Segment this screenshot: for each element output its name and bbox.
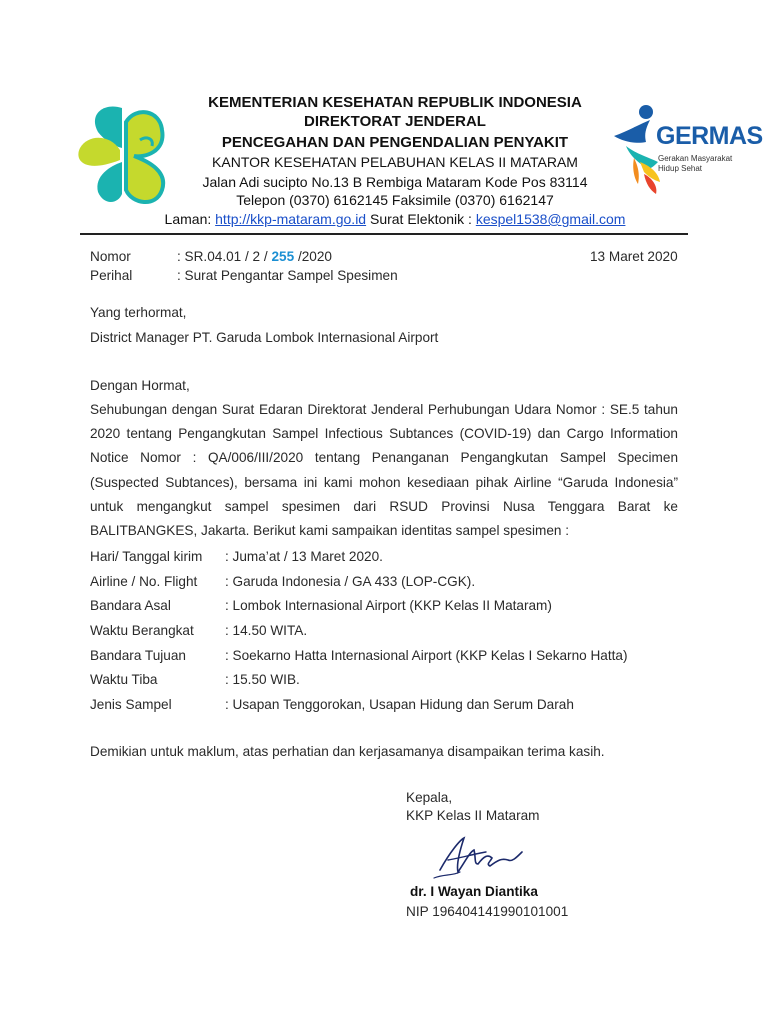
nomor-number: 255 [271, 249, 295, 264]
email-label: Surat Elektonik : [369, 211, 472, 227]
nomor-value [177, 249, 332, 264]
detail-row [90, 648, 628, 663]
detail-row [90, 697, 574, 712]
detail-label: Waktu Tiba [90, 672, 158, 687]
detail-value: : Juma’at / 13 Maret 2020. [225, 549, 383, 564]
detail-value: : Usapan Tenggorokan, Usapan Hidung dan Serum Darah [225, 697, 574, 712]
nomor-prefix: : SR.04.01 / 2 / [177, 249, 268, 264]
handwritten-signature [430, 830, 530, 886]
letterhead-address: Jalan Adi sucipto No.13 B Rembiga Mataram Kode Pos 83114 [202, 174, 588, 190]
nomor-suffix: /2020 [297, 249, 332, 264]
nomor-label: Nomor [90, 249, 131, 264]
detail-row [90, 672, 300, 687]
closing-sentence: Demikian untuk maklum, atas perhatian dan kerjasamanya disampaikan terima kasih. [90, 744, 605, 759]
detail-row [90, 549, 383, 564]
detail-value: : Soekarno Hatta Internasional Airport (KKP Kelas I Sekarno Hatta) [225, 648, 628, 663]
website-link[interactable]: http://kkp-mataram.go.id [215, 211, 367, 227]
greeting: Dengan Hormat, [90, 378, 190, 393]
detail-label: Hari/ Tanggal kirim [90, 549, 203, 564]
recipient-salutation: Yang terhormat, [90, 305, 187, 320]
signatory-name: dr. I Wayan Diantika [410, 884, 538, 899]
letterhead-ministry: KEMENTERIAN KESEHATAN REPUBLIK INDONESIA [208, 94, 582, 111]
letterhead-phone: Telepon (0370) 6162145 Faksimile (0370) 6162147 [236, 192, 554, 208]
email-link[interactable]: kespel1538@gmail.com [475, 211, 626, 227]
detail-label: Bandara Tujuan [90, 648, 186, 663]
detail-row [90, 623, 307, 638]
signature-title-1: Kepala, [406, 790, 453, 805]
detail-value: : Lombok Internasional Airport (KKP Kelas II Mataram) [225, 598, 552, 613]
detail-value: : Garuda Indonesia / GA 433 (LOP-CGK). [225, 574, 476, 589]
detail-row [90, 574, 475, 589]
germas-subtitle-1: Gerakan Masyarakat [658, 154, 733, 163]
germas-logo [606, 102, 763, 198]
perihal-label: Perihal [90, 268, 133, 283]
signature-title-2: KKP Kelas II Mataram [406, 808, 540, 823]
letterhead-division: PENCEGAHAN DAN PENGENDALIAN PENYAKIT [221, 134, 569, 151]
detail-label: Airline / No. Flight [90, 574, 198, 589]
letterhead-contact [130, 211, 660, 227]
perihal-value: : Surat Pengantar Sampel Spesimen [177, 268, 398, 283]
detail-label: Waktu Berangkat [90, 623, 194, 638]
signatory-nip: NIP 196404141990101001 [406, 904, 569, 919]
detail-label: Bandara Asal [90, 598, 171, 613]
letterhead-directorate: DIREKTORAT JENDERAL [304, 113, 486, 130]
detail-row [90, 598, 552, 613]
body-paragraph: Sehubungan dengan Surat Edaran Direktorat Jenderal Perhubungan Udara Nomor : SE.5 tahun 2020 tentang Pengangkutan Sampel Infectious Subtances (COVID-19) dan Cargo Information Notice Nomor : QA/006/III/2020 tentang Penanganan Pengangkutan Sampel Specimen (Suspected Subtances), bersama ini kami mohon kesediaan pihak Airline “Garuda Indonesia” untuk mengangkut sampel spesimen dari RSUD Provinsi Nusa Tenggara Barat ke BALITBANGKES, Jakarta. Berikut kami sampaikan identitas sampel spesimen : [90, 402, 678, 539]
detail-value: : 15.50 WIB. [225, 672, 300, 687]
detail-label: Jenis Sampel [90, 697, 172, 712]
letterhead-office: KANTOR KESEHATAN PELABUHAN KELAS II MATARAM [212, 154, 578, 170]
website-label: Laman: [164, 211, 212, 227]
letter-date: 13 Maret 2020 [590, 249, 678, 264]
detail-value: : 14.50 WITA. [225, 623, 308, 638]
germas-title: GERMAS [656, 122, 763, 150]
recipient-name: District Manager PT. Garuda Lombok Internasional Airport [90, 330, 439, 345]
letterhead-divider [80, 233, 688, 235]
germas-subtitle-2: Hidup Sehat [658, 164, 703, 173]
